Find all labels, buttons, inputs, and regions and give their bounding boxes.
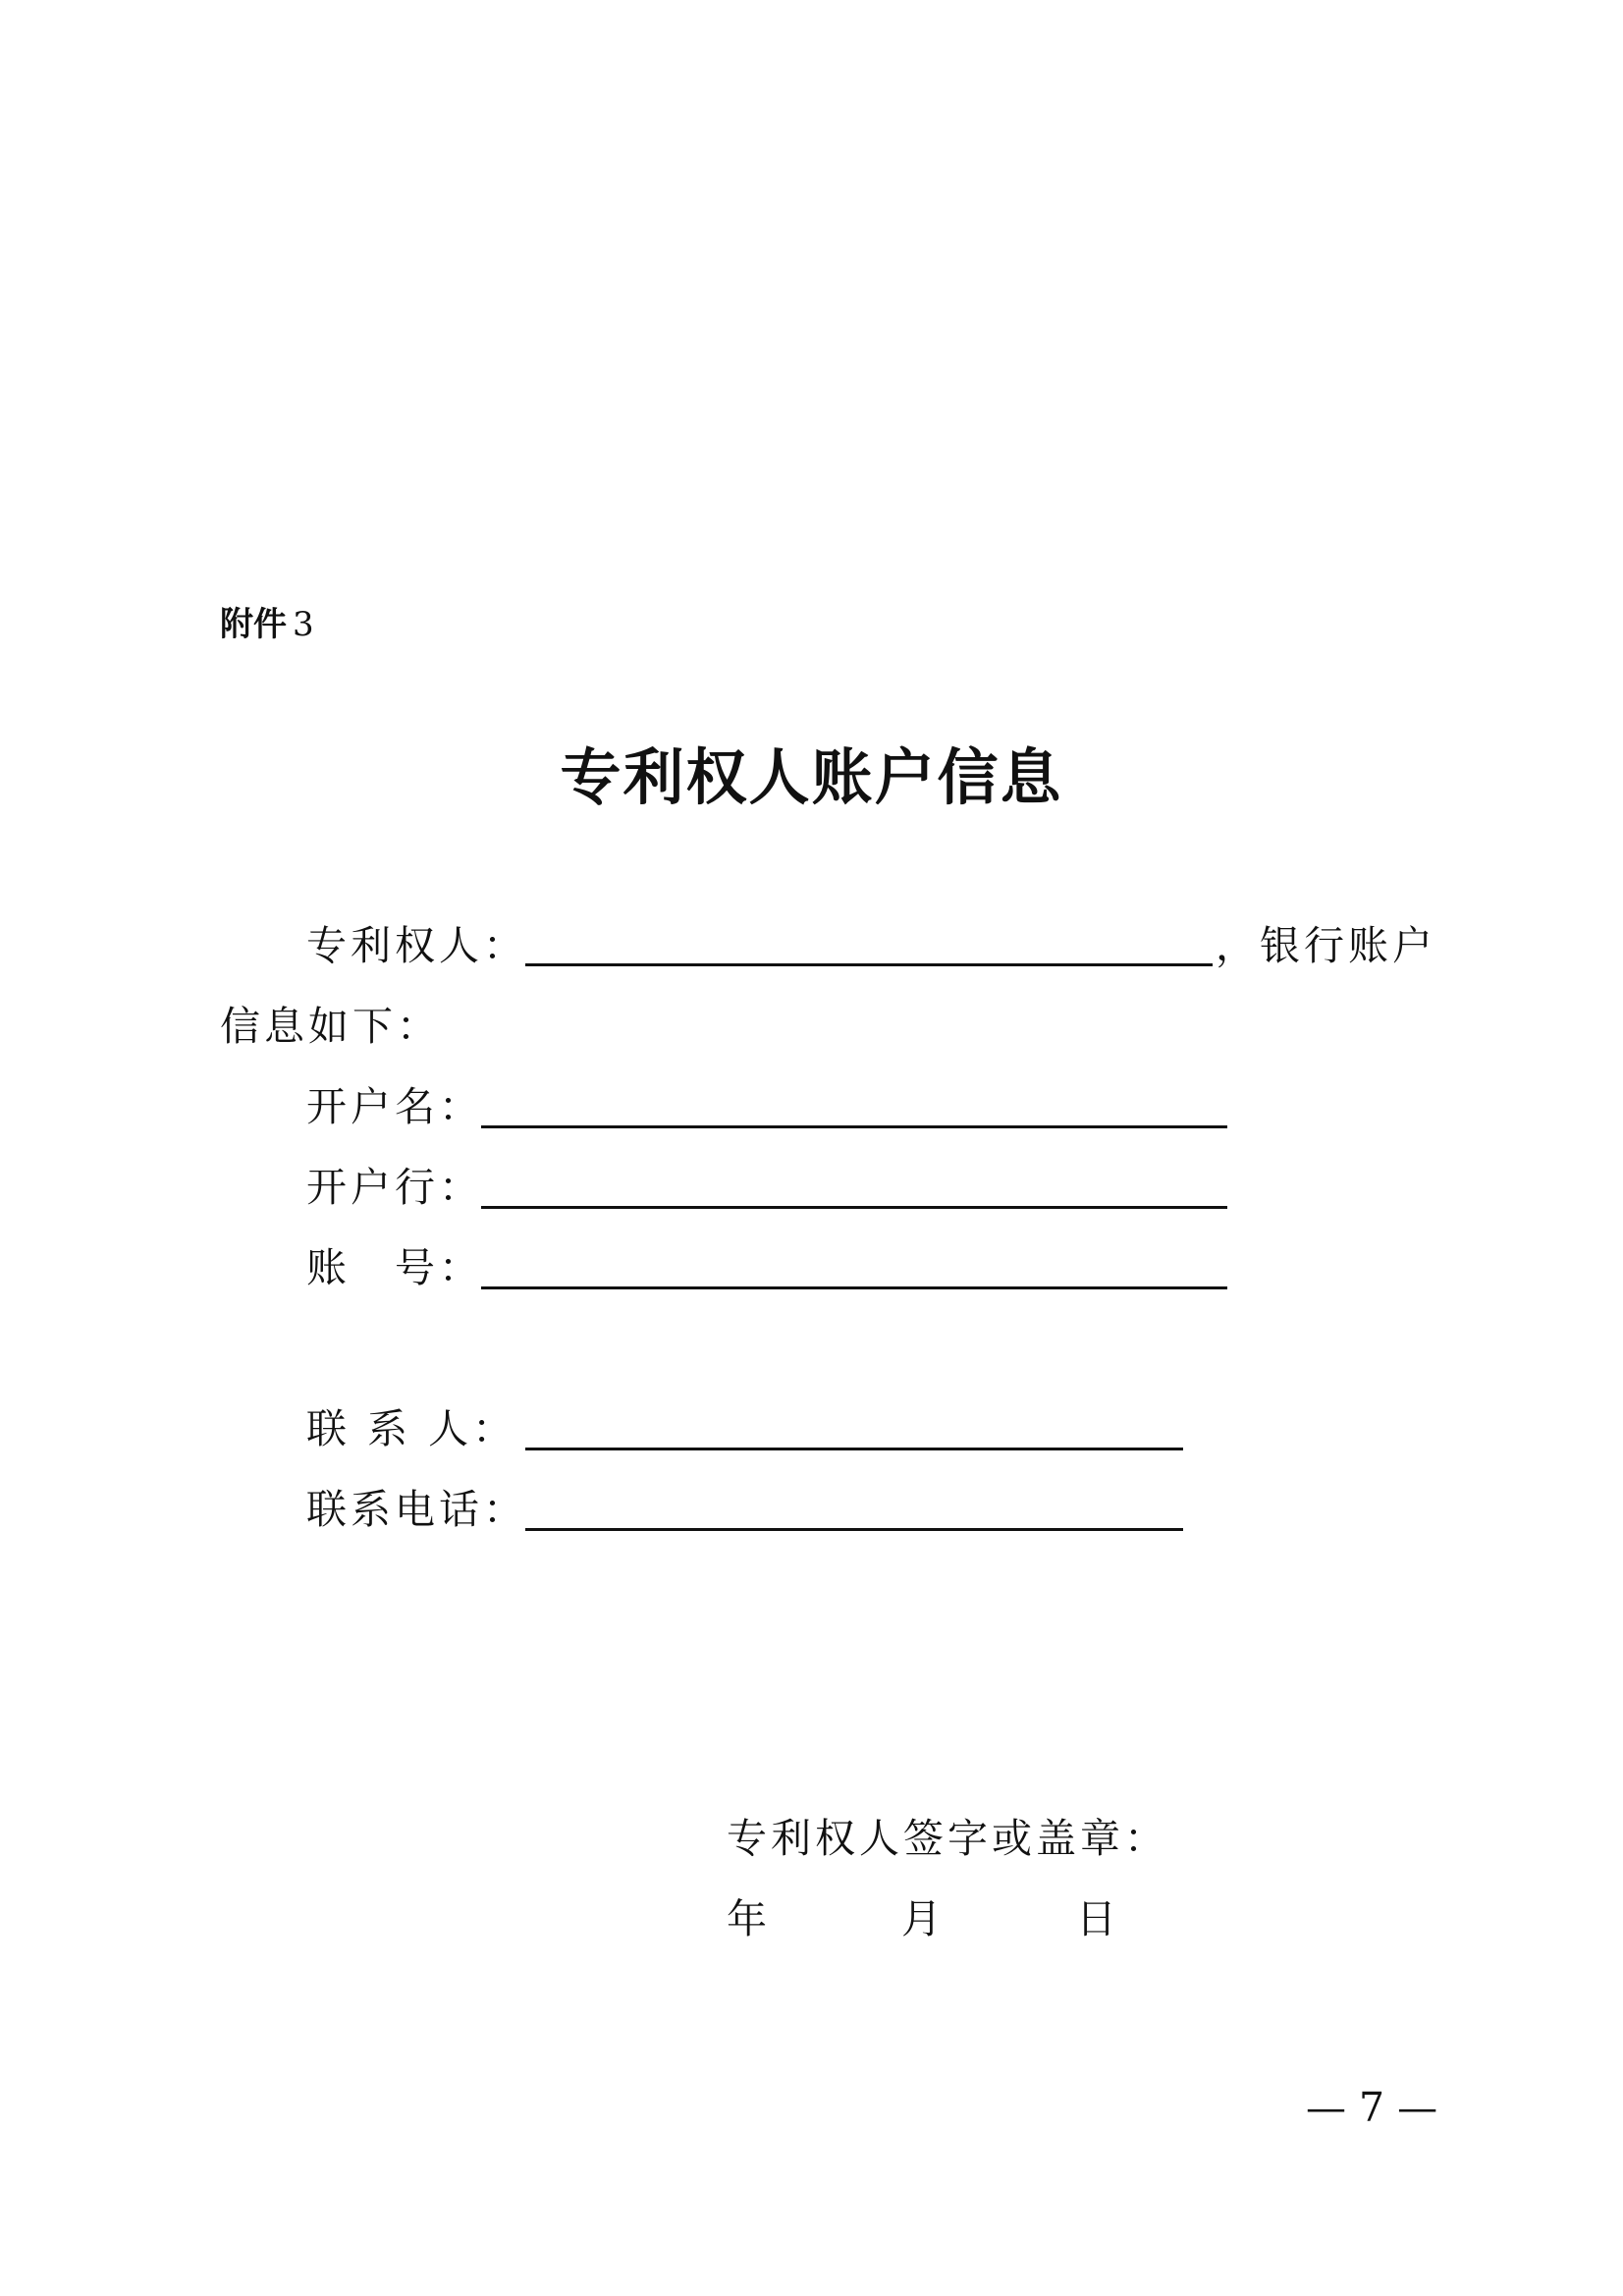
contact-phone-label: 联系电话： — [306, 1486, 527, 1533]
page-title: 专利权人账户信息 — [560, 741, 1063, 813]
account-number-label: 账 号： — [306, 1244, 483, 1291]
attachment-number: 3 — [293, 605, 314, 644]
attachment-header — [220, 601, 314, 648]
bank-field[interactable] — [481, 1206, 1227, 1209]
holder-suffix: ，银行账户 — [1216, 922, 1436, 969]
holder-label: 专利权人： — [306, 922, 527, 969]
signature-month: 月 — [901, 1895, 946, 1942]
contact-person-field[interactable] — [525, 1448, 1183, 1450]
contact-person-label: 联 系 人： — [306, 1405, 517, 1452]
holder-field[interactable] — [525, 963, 1213, 966]
signature-year: 年 — [727, 1895, 771, 1942]
bank-label: 开户行： — [306, 1164, 483, 1211]
holder-continuation: 信息如下： — [220, 1003, 441, 1050]
account-name-field[interactable] — [481, 1125, 1227, 1128]
contact-phone-field[interactable] — [525, 1528, 1183, 1531]
page-number: — 7 — — [1306, 2084, 1438, 2131]
signature-day: 日 — [1076, 1895, 1120, 1942]
signature-label: 专利权人签字或盖章： — [727, 1815, 1168, 1862]
account-number-field[interactable] — [481, 1286, 1227, 1289]
account-name-label: 开户名： — [306, 1083, 483, 1130]
attachment-label: 附件 — [220, 605, 287, 644]
